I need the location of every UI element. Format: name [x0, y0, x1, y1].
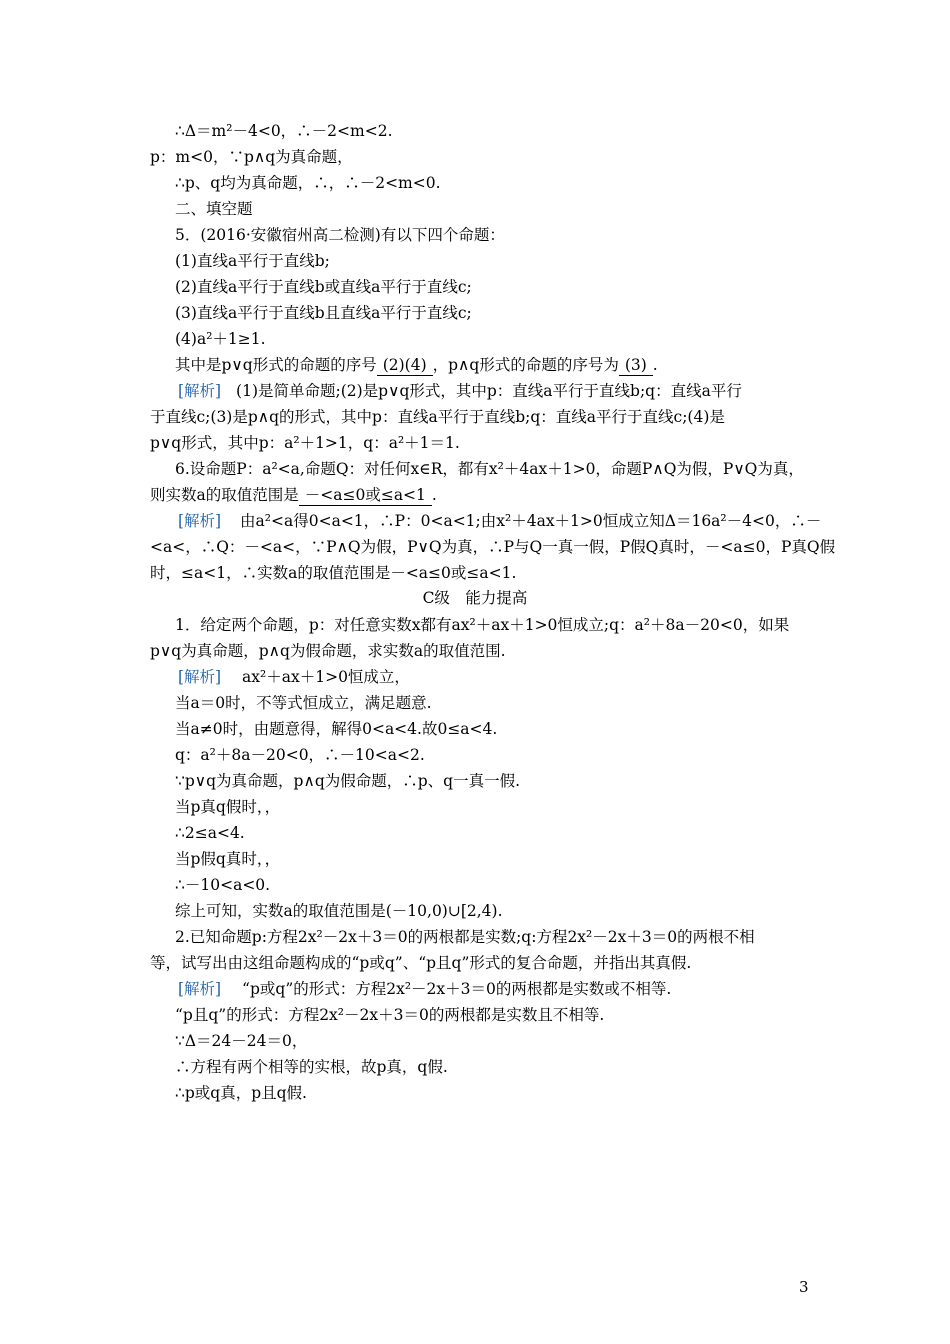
section-heading: C级 能力提高: [422, 589, 528, 607]
text-line: ∴方程有两个相等的实根，故p真，q假.: [175, 1058, 448, 1076]
question-5: 5．(2016·安徽宿州高二检测)有以下四个命题：: [175, 226, 505, 244]
text-line: p：m<0，∵p∧q为真命题，: [150, 148, 353, 166]
analysis-tag: [解析]: [178, 980, 222, 998]
question-1: 1．给定两个命题，p：对任意实数x都有ax²＋ax＋1>0恒成立;q：a²＋8a－20<0，如果: [175, 616, 790, 634]
text-line: ∵p∨q为真命题，p∧q为假命题，∴p、q一真一假.: [175, 772, 521, 790]
text-line: ∴－10<a<0.: [175, 876, 271, 894]
text-line: ∵Δ＝24－24＝0，: [175, 1032, 308, 1050]
text-line: (4)a²＋1≥1.: [175, 330, 266, 348]
text-line: 当a＝0时，不等式恒成立，满足题意.: [175, 694, 432, 712]
text-line: 于直线c;(3)是p∧q的形式，其中p：直线a平行于直线b;q：直线a平行于直线c;(4)是: [150, 408, 725, 426]
text-line: 等，试写出由这组命题构成的“p或q”、“p且q”形式的复合命题，并指出其真假.: [150, 954, 692, 972]
page-number: 3: [799, 1278, 809, 1296]
text-line: 当a≠0时，由题意得，解得0<a<4.故0≤a<4.: [175, 720, 498, 738]
answer-blank: (2)(4): [377, 355, 433, 376]
text-line: ∴p或q真，p且q假.: [175, 1084, 307, 1102]
text-line: 当p真q假时，，: [175, 798, 281, 816]
section-heading: 二、填空题: [175, 200, 253, 218]
text-line: p∨q为真命题，p∧q为假命题，求实数a的取值范围.: [150, 642, 506, 660]
text-line: (2)直线a平行于直线b或直线a平行于直线c;: [175, 278, 472, 296]
analysis-line: [178, 511, 821, 531]
analysis-tag: [解析]: [178, 512, 222, 530]
text-line: p∨q形式，其中p：a²＋1>1，q：a²＋1＝1.: [150, 434, 460, 452]
text-line: ∴Δ＝m²－4<0，∴－2<m<2.: [175, 122, 393, 140]
answer-blank: (3): [619, 355, 653, 376]
text-line: q：a²＋8a－20<0，∴－10<a<2.: [175, 746, 425, 764]
analysis-line: [178, 381, 742, 401]
text-span: ax²＋ax＋1>0恒成立，: [242, 668, 410, 686]
text-span: 则实数a的取值范围是: [150, 486, 299, 504]
text-line: 时，≤a<1，∴实数a的取值范围是－<a≤0或≤a<1.: [150, 564, 517, 582]
text-span: (1)是简单命题;(2)是p∨q形式，其中p：直线a平行于直线b;q：直线a平行: [236, 382, 742, 400]
analysis-line: [178, 979, 671, 999]
text-span: .: [431, 486, 437, 504]
text-span: 由a²<a得0<a<1，∴P：0<a<1;由x²＋4ax＋1>0恒成立知Δ＝16a²－4<0，∴－: [240, 512, 822, 530]
text-span: 其中是p∨q形式的命题的序号: [175, 356, 377, 374]
analysis-tag: [解析]: [178, 382, 222, 400]
text-line: (1)直线a平行于直线b;: [175, 252, 330, 270]
answer-line: [150, 485, 437, 506]
answer-line: [175, 355, 658, 376]
question-6: 6.设命题P：a²<a,命题Q：对任何x∈R，都有x²＋4ax＋1>0，命题P∧Q为假，P∨Q为真，: [175, 460, 804, 478]
text-line: ∴p、q均为真命题，∴，∴－2<m<0.: [175, 174, 441, 192]
text-span: .: [652, 356, 658, 374]
answer-blank: －<a≤0或≤a<1: [299, 485, 432, 506]
text-line: 当p假q真时，，: [175, 850, 281, 868]
text-line: “p且q”的形式：方程2x²－2x＋3＝0的两根都是实数且不相等.: [175, 1006, 605, 1024]
analysis-tag: [解析]: [178, 668, 222, 686]
analysis-line: [178, 667, 410, 687]
question-2: 2.已知命题p:方程2x²－2x＋3＝0的两根都是实数;q:方程2x²－2x＋3＝0的两根不相: [175, 928, 755, 946]
text-span: ，p∧q形式的命题的序号为: [432, 356, 619, 374]
text-line: <a<，∴Q：－<a<，∵P∧Q为假，P∨Q为真，∴P与Q一真一假，P假Q真时，－<a≤0，P真Q假: [150, 538, 836, 556]
text-line: ∴2≤a<4.: [175, 824, 245, 842]
text-line: (3)直线a平行于直线b且直线a平行于直线c;: [175, 304, 472, 322]
text-span: “p或q”的形式：方程2x²－2x＋3＝0的两根都是实数或不相等.: [242, 980, 672, 998]
text-line: 综上可知，实数a的取值范围是(－10,0)∪[2,4).: [175, 902, 503, 920]
